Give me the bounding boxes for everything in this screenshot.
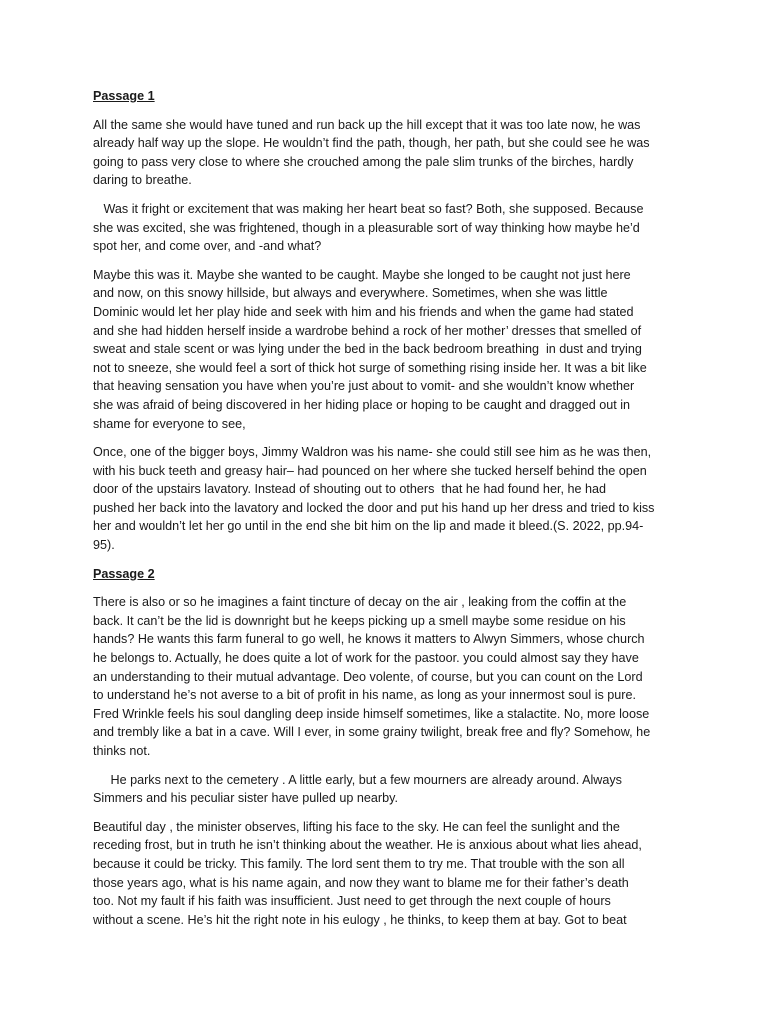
text-line: her and wouldn’t let her go until in the end she bit him on the lip and made it bleed.(S. 2022, pp.94- bbox=[93, 519, 644, 534]
document-page bbox=[93, 87, 678, 939]
text-line: Was it fright or excitement that was making her heart beat so fast? Both, she supposed. Because bbox=[93, 201, 644, 216]
text-line: back. It can’t be the lid is downright but he keeps picking up a smell maybe some residue on his bbox=[93, 613, 626, 628]
text-line: not to sneeze, she would feel a sort of thick hot surge of something rising inside her. It was a bit like bbox=[93, 360, 647, 375]
text-line: Fred Wrinkle feels his soul dangling deep inside himself sometimes, like a stalactite. No, more loose bbox=[93, 706, 650, 721]
text-line: door of the upstairs lavatory. Instead of shouting out to others that he had found her, he had bbox=[93, 482, 606, 497]
text-line: with his buck teeth and greasy hair– had pounced on her where she tucked herself behind the open bbox=[93, 463, 647, 478]
passage-2-paragraph-2 bbox=[93, 771, 678, 808]
text-line: because it could be tricky. This family. The lord sent them to try me. That trouble with the son all bbox=[93, 856, 625, 871]
passage-1-paragraph-3 bbox=[93, 266, 678, 433]
passage-2-paragraph-3 bbox=[93, 818, 678, 930]
text-line: There is also or so he imagines a faint tincture of decay on the air , leaking from the coffin at the bbox=[93, 595, 627, 610]
text-line: and trembly like a bat in a cave. Will I ever, in some grainy twilight, break free and fly? Somehow, he bbox=[93, 725, 651, 740]
text-line: and now, on this snowy hillside, but always and everywhere. Sometimes, when she was little bbox=[93, 286, 608, 301]
text-line: already half way up the slope. He wouldn’t find the path, though, her path, but she could see he was bbox=[93, 136, 650, 151]
text-line: without a scene. He’s hit the right note in his eulogy , he thinks, to keep them at bay. Got to beat bbox=[93, 912, 627, 927]
text-line: He parks next to the cemetery . A little early, but a few mourners are already around. Always bbox=[93, 772, 622, 787]
text-line: she was afraid of being discovered in her hiding place or hoping to be caught and dragged out in bbox=[93, 397, 631, 412]
text-line: spot her, and come over, and -and what? bbox=[93, 239, 322, 254]
text-line: too. Not my fault if his faith was insufficient. Just need to get through the next couple of hours bbox=[93, 894, 611, 909]
text-line: to understand he’s not averse to a bit of profit in his name, as long as your innermost soul is pure. bbox=[93, 688, 637, 703]
text-line: thinks not. bbox=[93, 744, 151, 758]
text-line: pushed her back into the lavatory and locked the door and put his hand up her dress and tried to kiss bbox=[93, 500, 655, 515]
text-line: he belongs to. Actually, he does quite a lot of work for the pastoor. you could almost say they have bbox=[93, 651, 639, 666]
passage-1-paragraph-2 bbox=[93, 200, 678, 256]
text-line: All the same she would have tuned and run back up the hill except that it was too late now, he was bbox=[93, 117, 641, 132]
text-line: Simmers and his peculiar sister have pulled up nearby. bbox=[93, 791, 398, 806]
passage-1-paragraph-4 bbox=[93, 443, 678, 555]
text-line: she was excited, she was frightened, though in a pleasurable sort of way thinking how maybe he’d bbox=[93, 220, 640, 235]
text-line: Maybe this was it. Maybe she wanted to be caught. Maybe she longed to be caught not just here bbox=[93, 267, 631, 282]
text-line: shame for everyone to see, bbox=[93, 416, 246, 431]
text-line: hands? He wants this farm funeral to go well, he knows it matters to Alwyn Simmers, whose church bbox=[93, 632, 645, 647]
text-line: daring to breathe. bbox=[93, 173, 192, 188]
passage-2-heading: Passage 2 bbox=[93, 566, 155, 581]
text-line: those years ago, what is his name again, and now they want to blame me for their father’s death bbox=[93, 875, 629, 890]
text-line: sweat and stale scent or was lying under the bed in the back bedroom breathing in dust and trying bbox=[93, 342, 642, 357]
text-line: Once, one of the bigger boys, Jimmy Waldron was his name- she could still see him as he was then, bbox=[93, 445, 652, 460]
passage-2-paragraph-1 bbox=[93, 593, 678, 760]
text-line: Beautiful day , the minister observes, lifting his face to the sky. He can feel the sunlight and the bbox=[93, 819, 620, 834]
passage-1-paragraph-1 bbox=[93, 116, 678, 190]
text-line: an understanding to their mutual advantage. Deo volente, of course, but you can count on the Lord bbox=[93, 669, 643, 684]
text-line: receding frost, but in truth he isn’t thinking about the weather. He is anxious about what lies ahead, bbox=[93, 838, 642, 853]
text-line: going to pass very close to where she crouched among the pale slim trunks of the birches, hardly bbox=[93, 154, 634, 169]
text-line: that heaving sensation you have when you’re just about to vomit- and she wouldn’t know whether bbox=[93, 379, 635, 394]
text-line: and she had hidden herself inside a wardrobe behind a rock of her mother’ dresses that smelled of bbox=[93, 323, 642, 338]
text-line: 95). bbox=[93, 538, 115, 553]
text-line: Dominic would let her play hide and seek with him and his friends and when the game had stated bbox=[93, 304, 634, 319]
passage-1-heading: Passage 1 bbox=[93, 89, 155, 103]
